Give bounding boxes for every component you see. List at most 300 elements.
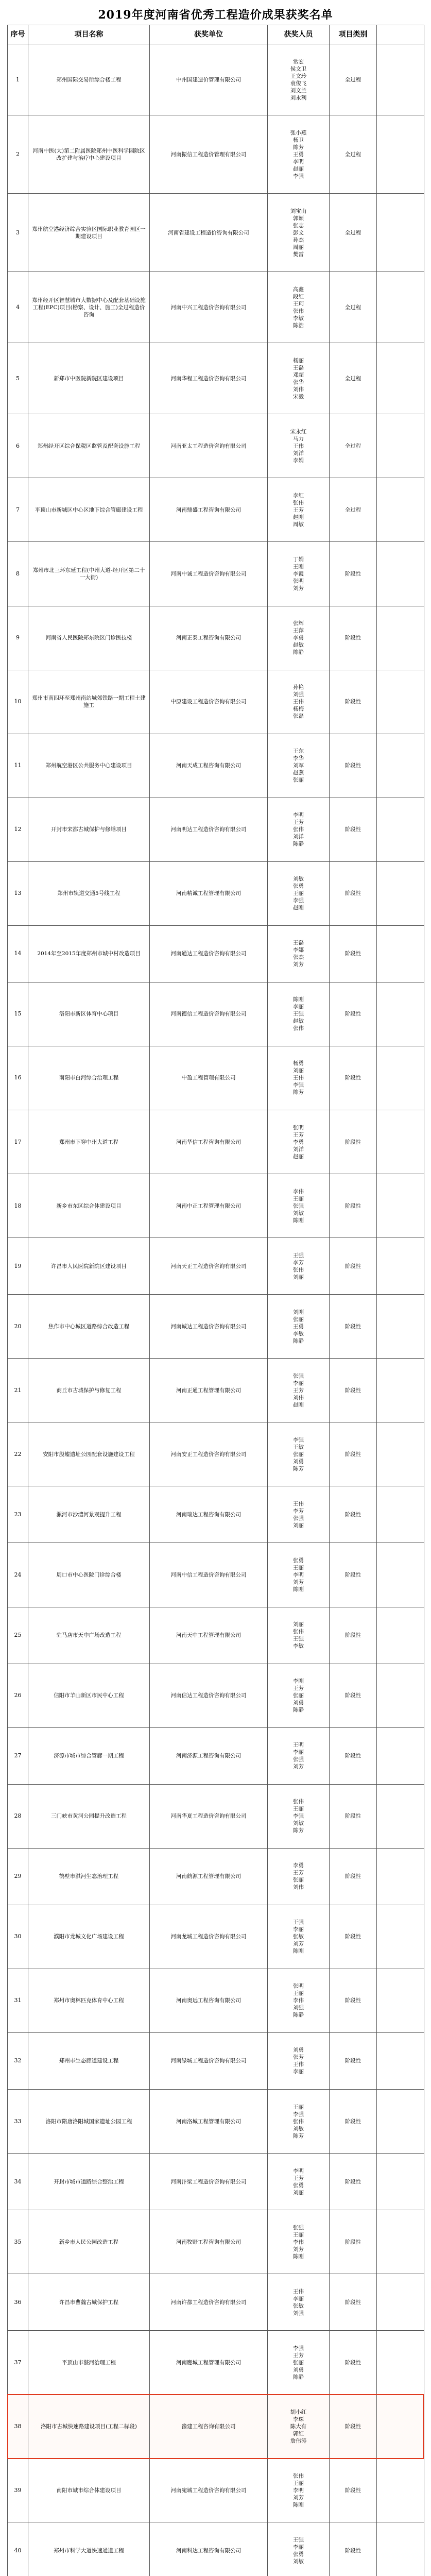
award-person: 张伟 [293,1025,304,1032]
row-project-category: 阶段性 [330,2395,377,2459]
award-person: 张勇 [293,2551,304,2557]
row-award-unit: 河南天正工程造价咨询有限公司 [150,1238,268,1295]
award-person: 张丽 [293,1877,304,1884]
award-person: 李娟 [293,457,304,464]
row-project-category: 阶段性 [330,1848,377,1905]
award-person: 李敏 [293,315,304,321]
award-person: 刘勇 [293,2366,304,2373]
award-person: 张伟 [293,2472,304,2479]
row-project-category: 阶段性 [330,606,377,670]
row-no: 13 [8,861,28,925]
row-project-category: 阶段性 [330,670,377,734]
row-extra [377,44,424,115]
award-person: 王强 [293,2536,304,2543]
award-person: 刘勇 [293,2047,304,2054]
table-row [8,1295,424,1359]
row-award-unit: 河南安正工程造价咨询有限公司 [150,1422,268,1486]
row-project-category: 全过程 [330,115,377,194]
award-person: 李丽 [293,1380,304,1386]
row-award-unit: 河南鼎盛工程咨询有限公司 [150,478,268,542]
award-person: 张伟 [293,1266,304,1273]
row-award-unit: 河南华信工程咨询有限公司 [150,1110,268,1174]
award-person: 马力 [293,435,304,442]
award-person: 张辉 [293,620,304,627]
table-body [8,44,424,2576]
award-person: 李丽 [293,1749,304,1756]
row-project-name: 河南省人民医院郑东院区门诊医技楼 [28,606,150,670]
row-project-name: 洛阳市古城快速路建设项目(工程二标段) [28,2395,150,2459]
award-person: 李伟 [293,1997,304,2004]
row-award-people [268,1110,330,1174]
award-person: 王丽 [293,2104,304,2110]
award-person: 刘洋 [293,450,304,456]
row-award-people [268,1046,330,1110]
award-person: 赵敏 [293,642,304,649]
row-award-people [268,2154,330,2210]
row-project-name: 平顶山市湛河治理工程 [28,2331,150,2395]
row-award-unit: 河南精诚工程管理有限公司 [150,861,268,925]
row-project-name: 三门峡市黄河公园提升改造工程 [28,1784,150,1848]
row-project-category: 阶段性 [330,1359,377,1422]
award-person: 刘丽 [293,2189,304,2196]
row-award-people [268,734,330,798]
row-no: 10 [8,670,28,734]
row-project-name: 郑州市下穿中州大道工程 [28,1110,150,1174]
row-extra [377,1607,424,1664]
row-award-unit: 河南绿城工程造价咨询有限公司 [150,2032,268,2089]
row-extra [377,1359,424,1422]
row-project-category: 阶段性 [330,542,377,606]
award-person: 刘芳 [293,1579,304,1585]
award-person: 段红 [293,293,304,300]
award-person: 张杰 [293,954,304,961]
row-award-people [268,2090,330,2154]
row-award-unit: 河南天中工程管理有限公司 [150,1607,268,1664]
row-project-name: 安阳市殷墟遗址公园配套设施建设工程 [28,1422,150,1486]
row-project-name: 漯河市沙澧河景观提升工程 [28,1486,150,1543]
row-no: 14 [8,925,28,982]
award-person: 赵燕 [293,770,304,776]
award-person: 刘强 [293,691,304,698]
award-person: 杨丽 [293,357,304,364]
row-project-category: 阶段性 [330,1110,377,1174]
row-award-people [268,670,330,734]
table-row [8,2274,424,2331]
award-person: 张伟 [293,826,304,833]
award-person: 张强 [293,1372,304,1379]
award-person: 李强 [293,2111,304,2117]
row-award-unit: 中原建设工程造价咨询有限公司 [150,670,268,734]
award-person: 刘勇 [293,1458,304,1465]
award-person: 刘丽 [293,1522,304,1529]
award-person: 王芳 [293,1131,304,1138]
row-award-people [268,982,330,1046]
row-project-category: 阶段性 [330,925,377,982]
row-no: 22 [8,1422,28,1486]
award-person: 王芳 [293,1387,304,1394]
award-person: 陈静 [293,1707,304,1714]
row-extra [377,272,424,343]
award-person: 王文玲 [290,73,307,79]
row-award-people [268,1784,330,1848]
row-extra [377,1046,424,1110]
row-extra [377,1905,424,1969]
row-award-unit: 河南宛城工程造价咨询有限公司 [150,2459,268,2522]
row-project-category: 全过程 [330,194,377,272]
award-person: 李强 [293,1082,304,1089]
table-row [8,414,424,478]
row-project-name: 郑州经开区综合保税区监管及配套设施工程 [28,414,150,478]
row-project-name: 郑州经开区智慧城市大数据中心及配套基础设施工程(EPC)项目(勘察、设计、施工)全过程造价咨询 [28,272,150,343]
award-person: 王伟 [293,2061,304,2068]
award-person: 李红 [293,492,304,499]
award-person: 李娜 [293,947,304,954]
row-project-category: 阶段性 [330,2522,377,2576]
award-person: 孙艳 [293,684,304,691]
award-person: 张勇 [293,883,304,890]
award-person: 张勇 [293,2182,304,2189]
table-row [8,2395,424,2459]
row-project-name: 郑州航空港区公共服务中心建设项目 [28,734,150,798]
row-award-unit: 豫建工程咨询有限公司 [150,2395,268,2459]
table-row [8,861,424,925]
row-no: 9 [8,606,28,670]
row-extra [377,606,424,670]
award-person: 张明 [293,1983,304,1990]
award-person: 陈芳 [293,144,304,150]
table-row [8,2522,424,2576]
row-project-name: 焦作市中心城区道路综合改造工程 [28,1295,150,1359]
row-project-name: 洛阳市新区体育中心项目 [28,982,150,1046]
award-person: 王芳 [293,2175,304,2181]
row-award-unit: 河南振信工程造价管理有限公司 [150,115,268,194]
row-project-category: 阶段性 [330,2274,377,2331]
award-person: 陈大有 [290,2423,307,2430]
row-award-unit: 河南德信工程造价咨询有限公司 [150,982,268,1046]
award-person: 张明 [293,1124,304,1131]
row-award-people [268,478,330,542]
row-project-category: 阶段性 [330,982,377,1046]
award-person: 李强 [293,1436,304,1443]
row-no: 25 [8,1607,28,1664]
award-person: 张小燕 [290,129,307,136]
row-project-name: 濮阳市龙城文化广场建设工程 [28,1905,150,1969]
award-person: 张伟 [293,499,304,506]
row-award-people [268,1422,330,1486]
row-no: 27 [8,1727,28,1784]
row-project-name: 洛阳市隋唐洛阳城国家遗址公园工程 [28,2090,150,2154]
award-person: 王勇 [293,151,304,158]
row-award-people [268,272,330,343]
award-person: 李强 [293,1813,304,1820]
award-person: 李明 [293,158,304,165]
row-award-unit: 河南奥远工程咨询有限公司 [150,1969,268,2032]
row-award-unit: 河南洛城工程管理有限公司 [150,2090,268,2154]
row-award-unit: 河南诚达工程造价咨询有限公司 [150,1295,268,1359]
award-person: 赵刚 [293,514,304,520]
row-project-name: 新郑市中医院新院区建设项目 [28,343,150,414]
award-person: 王丽 [293,1990,304,1997]
award-person: 杨勇 [293,1060,304,1067]
table-row [8,343,424,414]
row-award-people [268,542,330,606]
row-award-people [268,2032,330,2089]
row-award-unit: 河南华程工程造价咨询有限公司 [150,343,268,414]
row-project-name: 济源市城市综合管廊一期工程 [28,1727,150,1784]
row-award-unit: 河南科达工程咨询有限公司 [150,2522,268,2576]
award-person: 李丽 [293,1004,304,1010]
row-award-people [268,1295,330,1359]
row-no: 4 [8,272,28,343]
award-person: 刘宝山 [290,208,307,214]
row-extra [377,2154,424,2210]
header-project-category: 项目类别 [330,25,377,44]
award-person: 李勇 [293,1139,304,1145]
award-person: 张丽 [293,2359,304,2366]
award-person: 张丽 [293,1692,304,1699]
award-person: 郭颖 [293,215,304,222]
row-extra [377,1664,424,1727]
header-project-name: 项目名称 [28,25,150,44]
award-person: 李丽 [293,2295,304,2302]
award-person: 李刚 [293,1678,304,1685]
row-award-unit: 河南中诚工程造价咨询有限公司 [150,542,268,606]
row-project-name: 平顶山市新城区中心区地下综合管廊建设工程 [28,478,150,542]
award-person: 张伟 [293,1799,304,1805]
award-person: 赵丽 [293,1153,304,1160]
award-person: 陈静 [293,1337,304,1344]
table-row [8,1174,424,1238]
award-person: 宋毅 [293,393,304,400]
award-person: 陈静 [293,649,304,656]
award-person: 郭红 [293,2430,304,2437]
row-extra [377,1969,424,2032]
row-project-name: 驻马店市天中广场改造工程 [28,1607,150,1664]
row-extra [377,1238,424,1295]
row-project-category: 阶段性 [330,1422,377,1486]
row-award-unit: 河南鹤源工程管理有限公司 [150,1848,268,1905]
table-row [8,2331,424,2395]
award-person: 王丽 [293,2231,304,2238]
row-project-category: 阶段性 [330,734,377,798]
row-extra [377,861,424,925]
header-award-people: 获奖人员 [268,25,330,44]
award-person: 胡小红 [290,2409,307,2415]
row-no: 2 [8,115,28,194]
row-award-people [268,414,330,478]
table-row [8,670,424,734]
table-row [8,1422,424,1486]
row-extra [377,478,424,542]
award-person: 张磊 [293,713,304,720]
award-person: 赵敏 [293,1018,304,1025]
award-person: 袁俊飞 [290,80,307,87]
award-person: 李丽 [293,1926,304,1933]
award-person: 孙杰 [293,236,304,243]
award-person: 张志 [293,222,304,229]
row-award-unit: 中盈工程管理有限公司 [150,1046,268,1110]
table-row [8,194,424,272]
row-extra [377,1110,424,1174]
row-no: 17 [8,1110,28,1174]
award-person: 刘丽 [293,1621,304,1628]
row-award-people [268,343,330,414]
row-no: 23 [8,1486,28,1543]
row-no: 24 [8,1543,28,1607]
award-person: 李明 [293,2487,304,2494]
award-person: 刘洋 [293,834,304,840]
award-person: 刘芳 [293,585,304,591]
row-award-people [268,1848,330,1905]
award-person: 陈芳 [293,1827,304,1834]
row-no: 11 [8,734,28,798]
row-no: 6 [8,414,28,478]
row-award-people [268,2459,330,2522]
row-project-name: 开封市宋都古城保护与修缮项目 [28,798,150,861]
row-project-category: 阶段性 [330,1784,377,1848]
table-row [8,1110,424,1174]
row-no: 35 [8,2210,28,2274]
row-award-unit: 河南明达工程造价咨询有限公司 [150,798,268,861]
row-no: 31 [8,1969,28,2032]
award-person: 李丽 [293,2069,304,2075]
row-award-people [268,1969,330,2032]
row-award-people [268,44,330,115]
award-person: 张强 [293,1756,304,1763]
row-project-category: 阶段性 [330,1174,377,1238]
row-project-category: 全过程 [330,414,377,478]
award-person: 刘洋 [293,1146,304,1153]
row-project-category: 全过程 [330,44,377,115]
row-project-name: 开封市城市道路综合整治工程 [28,2154,150,2210]
row-extra [377,414,424,478]
award-person: 王伟 [293,1075,304,1081]
row-award-unit: 河南牧野工程咨询有限公司 [150,2210,268,2274]
row-extra [377,798,424,861]
row-award-unit: 河南正泰工程咨询有限公司 [150,606,268,670]
row-project-category: 阶段性 [330,1238,377,1295]
row-project-name: 郑州市奥林匹克体育中心工程 [28,1969,150,2032]
award-person: 周丽 [293,244,304,250]
table-row [8,1359,424,1422]
row-project-category: 全过程 [330,272,377,343]
table-row [8,115,424,194]
table-row [8,606,424,670]
award-person: 刘芳 [293,1941,304,1947]
award-person: 李琛 [293,2416,304,2422]
award-person: 李明 [293,1571,304,1578]
award-person: 刘丽 [293,1274,304,1280]
award-person: 陈刚 [293,1217,304,1224]
award-person: 李伟 [293,2239,304,2245]
award-person: 刘芳 [293,961,304,968]
row-no: 18 [8,1174,28,1238]
row-award-unit: 河南信达工程造价咨询有限公司 [150,1664,268,1727]
award-person: 王伟 [293,443,304,449]
award-person: 陈刚 [293,996,304,1003]
row-no: 39 [8,2459,28,2522]
row-project-category: 阶段性 [330,1607,377,1664]
table-row [8,478,424,542]
row-no: 26 [8,1664,28,1727]
row-project-category: 阶段性 [330,861,377,925]
row-project-name: 郑州市北三环东延工程(中州大道-经开区第二十一大街) [28,542,150,606]
award-person: 陈芳 [293,2132,304,2139]
award-person: 王伟 [293,699,304,705]
row-no: 8 [8,542,28,606]
row-no: 28 [8,1784,28,1848]
table-row [8,1905,424,1969]
row-project-category: 阶段性 [330,2210,377,2274]
row-project-category: 阶段性 [330,2032,377,2089]
row-award-people [268,1727,330,1784]
row-project-name: 郑州国际交易所综合楼工程 [28,44,150,115]
row-award-people [268,2210,330,2274]
award-person: 李明 [293,812,304,819]
award-person: 刘敏 [293,2125,304,2132]
row-extra [377,2032,424,2089]
row-project-name: 郑州航空港经济综合实验区国际职业教育园区一期建设项目 [28,194,150,272]
award-person: 王芳 [293,2352,304,2359]
row-award-people [268,925,330,982]
row-award-people [268,1905,330,1969]
award-person: 刘芳 [293,2494,304,2501]
row-award-people [268,1174,330,1238]
award-person: 张强 [293,1202,304,1209]
row-project-name: 许昌市曹魏古城保护工程 [28,2274,150,2331]
table-row [8,798,424,861]
table-row [8,925,424,982]
award-person: 李霞 [293,570,304,577]
award-person: 陈刚 [293,1948,304,1955]
award-person: 王磊 [293,940,304,946]
award-person: 王强 [293,1919,304,1926]
row-award-unit: 河南许都工程造价咨询有限公司 [150,2274,268,2331]
award-person: 刘永利 [290,94,307,101]
row-award-people [268,115,330,194]
award-person: 李明 [293,2167,304,2174]
table-header-row [8,25,424,44]
row-project-category: 全过程 [330,343,377,414]
row-award-unit: 河南中正工程管理有限公司 [150,1174,268,1238]
row-project-name: 鹤壁市淇河生态治理工程 [28,1848,150,1905]
table-row [8,1607,424,1664]
award-person: 陈静 [293,841,304,848]
row-project-category: 阶段性 [330,2331,377,2395]
award-person: 刘军 [293,762,304,769]
award-person: 宋永红 [290,428,307,435]
row-award-unit: 河南济源工程咨询有限公司 [150,1727,268,1784]
award-person: 张敏 [293,2302,304,2309]
row-project-name: 南阳市白河综合治理工程 [28,1046,150,1110]
award-person: 陈静 [293,2374,304,2380]
award-person: 王丽 [293,1564,304,1571]
award-person: 王勇 [293,1323,304,1330]
award-person: 张强 [293,1515,304,1521]
row-award-people [268,2331,330,2395]
table-row [8,1969,424,2032]
award-person: 陈浩 [293,322,304,329]
table-row [8,2090,424,2154]
row-extra [377,734,424,798]
row-no: 40 [8,2522,28,2576]
row-award-unit: 河南华夏工程造价咨询有限公司 [150,1784,268,1848]
table-row [8,2210,424,2274]
row-project-category: 阶段性 [330,1664,377,1727]
award-person: 张强 [293,2224,304,2231]
row-project-category: 阶段性 [330,1486,377,1543]
row-no: 12 [8,798,28,861]
